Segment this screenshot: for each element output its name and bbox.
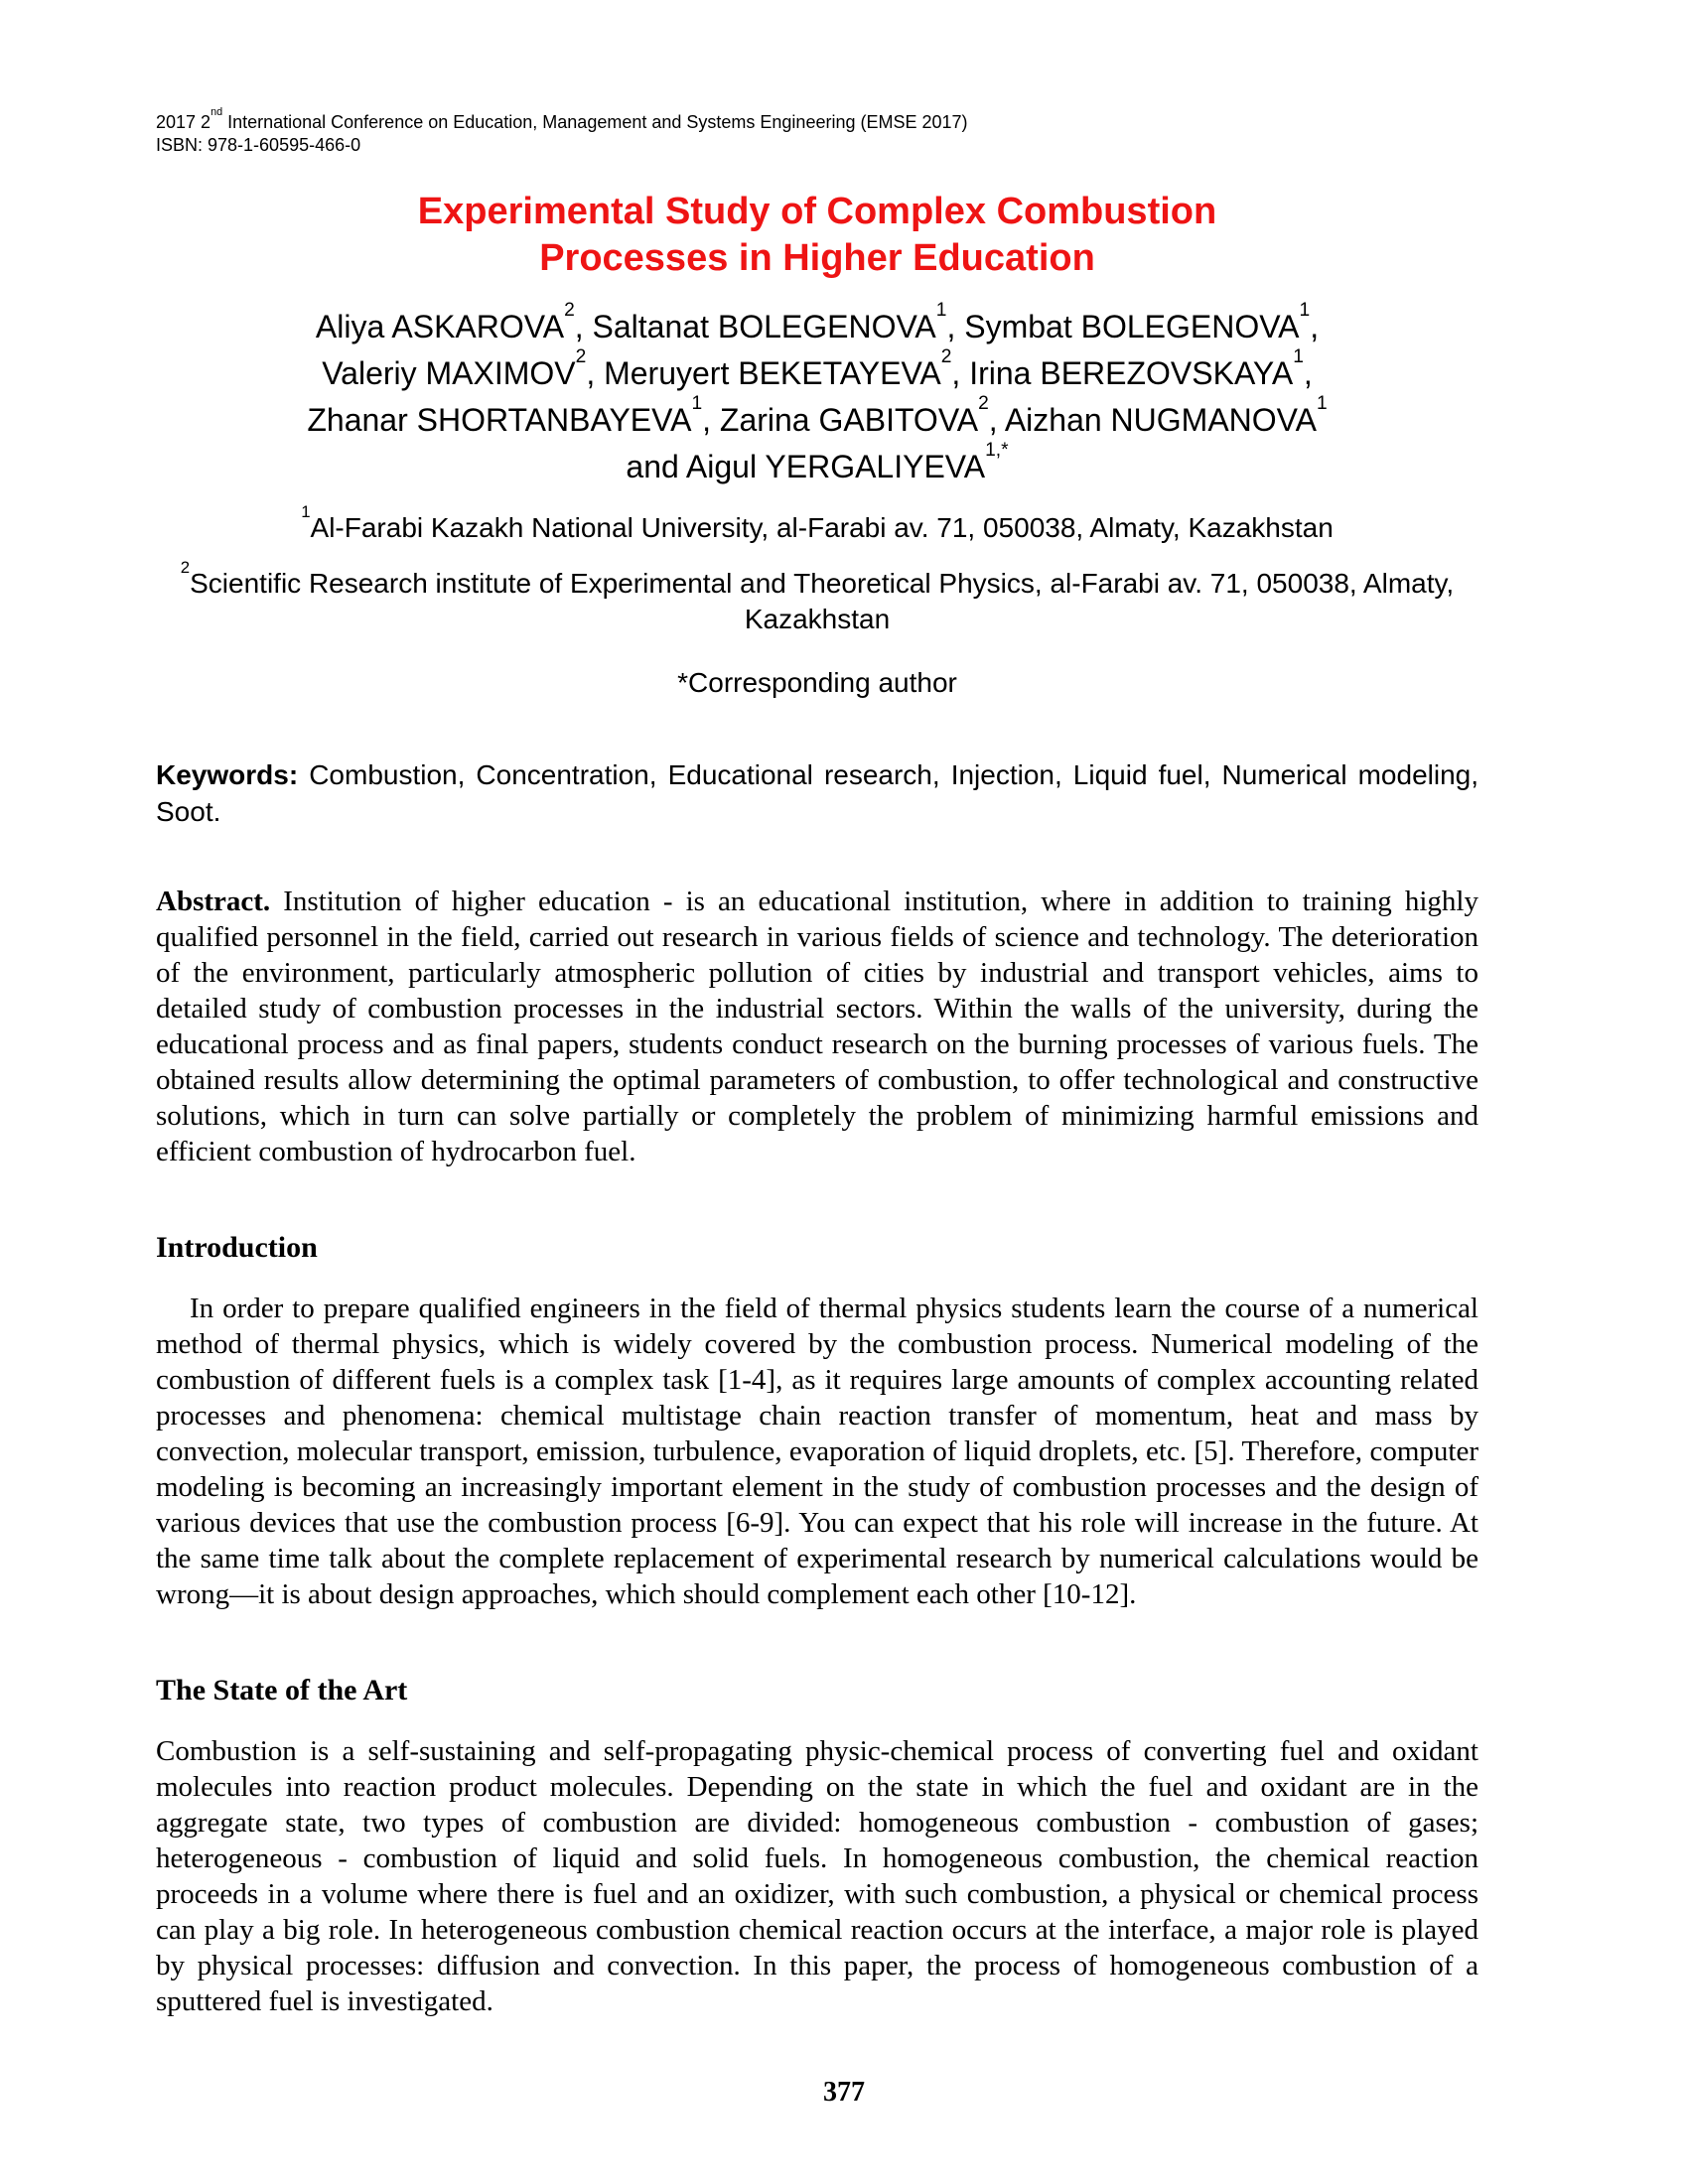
author-affiliation-superscript: 2 bbox=[940, 345, 952, 367]
author: Irina BEREZOVSKAYA$^1$, bbox=[969, 345, 1313, 391]
conference-name: International Conference on Education, Management and Systems Engineering (EMSE 2017) bbox=[222, 112, 968, 132]
author: Symbat BOLEGENOVA$^1$, bbox=[964, 299, 1320, 344]
author: Zarina GABITOVA$^2$, bbox=[719, 392, 1005, 438]
abstract-block bbox=[156, 884, 1478, 1169]
author-affiliation-superscript: 1 bbox=[1293, 345, 1304, 367]
authors-line-2 bbox=[156, 345, 1478, 397]
page-number: 377 bbox=[823, 2077, 865, 2108]
author-affiliation-superscript: 2 bbox=[978, 392, 989, 414]
keywords-label: Keywords: bbox=[156, 759, 299, 790]
authors-line-4 bbox=[156, 439, 1478, 490]
section-paragraph-introduction: In order to prepare qualified engineers in the field of thermal physics students learn the course of a numerical method of thermal physics, which is widely covered by the combustion process. Numerical modeling of the combustion of different fuels is a complex task [1-4], as it requires large amounts of complex accounting related processes and phenomena: chemical multistage chain reaction transfer of momentum, heat and mass by convection, molecular transport, emission, turbulence, evaporation of liquid droplets, etc. [5]. Therefore, computer modeling is becoming an increasingly important element in the study of combustion processes and the design of various devices that use the combustion process [6-9]. You can expect that his role will increase in the future. At the same time talk about the complete replacement of experimental research by numerical calculations would be wrong—it is about design approaches, which should complement each other [10-12]. bbox=[156, 1293, 1478, 1610]
author: Aizhan NUGMANOVA$^1$ bbox=[1004, 392, 1328, 438]
section-heading-introduction: Introduction bbox=[156, 1231, 318, 1264]
authors-line-3 bbox=[156, 392, 1478, 444]
author: Valeriy MAXIMOV$^2$, bbox=[322, 345, 605, 391]
conference-line bbox=[156, 106, 1478, 134]
author-affiliation-superscript: 2 bbox=[575, 345, 587, 367]
author-affiliation-superscript: 1 bbox=[935, 299, 947, 321]
affiliation-1 bbox=[156, 502, 1478, 546]
author: and Aigul $YERGALIYEVA^{1,*}$ bbox=[626, 439, 1009, 484]
affiliation-2 bbox=[156, 558, 1478, 637]
author: Aliya ASKAROVA$^2$, bbox=[315, 299, 593, 344]
section-heading-state-of-the-art: The State of the Art bbox=[156, 1674, 408, 1706]
isbn-line: ISBN: 978-1-60595-466-0 bbox=[156, 135, 361, 155]
keywords-block bbox=[156, 756, 1478, 830]
conference-year: 2017 2 bbox=[156, 112, 211, 132]
author-affiliation-superscript: 1 bbox=[1316, 392, 1328, 414]
affiliation-text: Al-Farabi Kazakh National University, al-Farabi av. 71, 050038, Almaty, Kazakhstan bbox=[310, 512, 1334, 543]
authors-line-1 bbox=[156, 299, 1478, 350]
affiliation-superscript: 2 bbox=[180, 558, 191, 578]
paper-title: Experimental Study of Complex Combustion Processes in Higher Education bbox=[417, 191, 1217, 279]
author-affiliation-superscript: 1,* bbox=[985, 439, 1009, 461]
author-affiliation-superscript: 1 bbox=[1299, 299, 1311, 321]
abstract-text: Institution of higher education - is an educational institution, where in addition to training highly qualified personnel in the field, carried out research in various fields of science and technology. The deterioration of the environment, particularly atmospheric pollution of cities by industrial and transport vehicles, aims to detailed study of combustion processes in the industrial sectors. Within the walls of the university, during the educational process and as final papers, students conduct research on the burning processes of various fuels. The obtained results allow determining the optimal parameters of combustion, to offer technological and constructive solutions, which in turn can solve partially or completely the problem of minimizing harmful emissions and efficient combustion of hydrocarbon fuel. bbox=[156, 886, 1478, 1167]
keywords-text: Combustion, Concentration, Educational research, Injection, Liquid fuel, Numerical modeling, Soot. bbox=[156, 759, 1479, 827]
affiliation-text: Scientific Research institute of Experimental and Theoretical Physics, al-Farabi av. 71, 050038, Almaty, Kazakhstan bbox=[190, 568, 1455, 634]
affiliation-superscript: 1 bbox=[301, 502, 311, 522]
author: Zhanar SHORTANBAYEVA$^1$, bbox=[307, 392, 720, 438]
authors-block bbox=[156, 299, 1478, 490]
author: Saltanat BOLEGENOVA$^1$, bbox=[592, 299, 965, 344]
author-affiliation-superscript: 1 bbox=[691, 392, 703, 414]
abstract-label: Abstract. bbox=[156, 886, 271, 917]
author: Meruyert BEKETAYEVA$^2$, bbox=[604, 345, 970, 391]
corresponding-author-note: *Corresponding author bbox=[677, 667, 957, 698]
conference-header bbox=[156, 106, 1478, 157]
conference-ordinal-superscript: nd bbox=[211, 106, 223, 119]
author-affiliation-superscript: 2 bbox=[564, 299, 575, 321]
section-paragraph-state-of-the-art: Combustion is a self-sustaining and self-propagating physic-chemical process of converting fuel and oxidant molecules into reaction product molecules. Depending on the state in which the fuel and oxidant are in the aggregate state, two types of combustion are divided: homogeneous combustion - combustion of gases; heterogeneous - combustion of liquid and solid fuels. In homogeneous combustion, the chemical reaction proceeds in a volume where there is fuel and an oxidizer, with such combustion, a physical or chemical process can play a big role. In heterogeneous combustion chemical reaction occurs at the interface, a major role is played by physical processes: diffusion and convection. In this paper, the process of homogeneous combustion of a sputtered fuel is investigated. bbox=[156, 1735, 1478, 2017]
